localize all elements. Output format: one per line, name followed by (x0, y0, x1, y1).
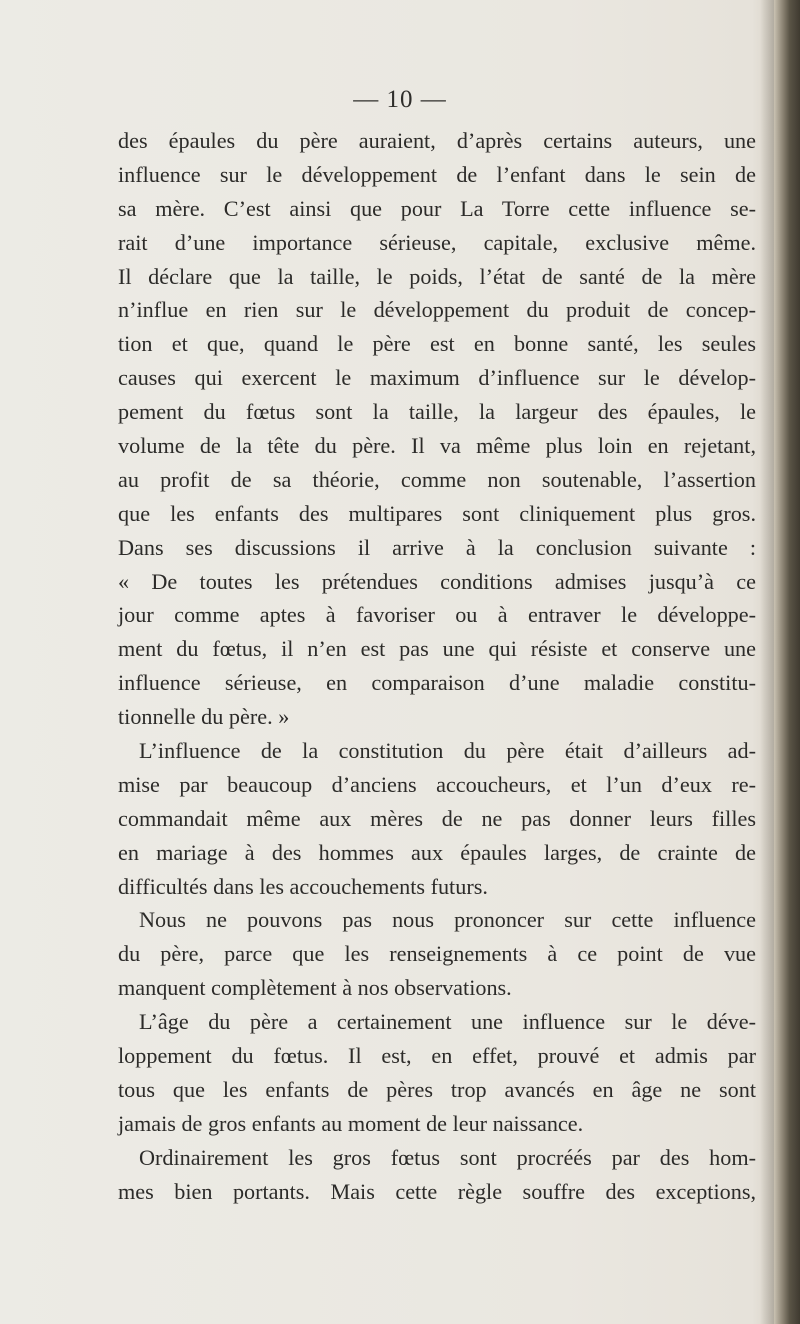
text-line: en mariage à des hommes aux épaules larges, de crainte de (118, 839, 756, 865)
text-line: L’âge du père a certainement une influence sur le déve- (139, 1009, 756, 1035)
text-line: Nous ne pouvons pas nous prononcer sur cette influence (139, 907, 756, 933)
text-line: mes bien portants. Mais cette règle souffre des exceptions, (118, 1178, 756, 1204)
page-binding-edge (774, 0, 800, 1324)
text-line: Ordinairement les gros fœtus sont procréés par des hom- (139, 1144, 756, 1170)
text-line: n’influe en rien sur le développement du produit de concep- (118, 297, 756, 323)
text-line: tionnelle du père. » (118, 704, 290, 730)
text-line: ment du fœtus, il n’en est pas une qui résiste et conserve une (118, 636, 756, 662)
text-line: causes qui exercent le maximum d’influence sur le dévelop- (118, 365, 756, 391)
text-line: influence sérieuse, en comparaison d’une maladie constitu- (118, 670, 756, 696)
text-line: mise par beaucoup d’anciens accoucheurs, et l’un d’eux re- (118, 771, 756, 797)
text-line: sa mère. C’est ainsi que pour La Torre cette influence se- (118, 195, 756, 221)
page-number: — 10 — (353, 86, 447, 113)
text-line: du père, parce que les renseignements à ce point de vue (118, 941, 756, 967)
text-line: influence sur le développement de l’enfant dans le sein de (118, 161, 756, 187)
body-text (118, 124, 756, 1209)
text-line: Il déclare que la taille, le poids, l’état de santé de la mère (118, 263, 756, 289)
page-gutter-shadow (760, 0, 774, 1324)
text-line: rait d’une importance sérieuse, capitale, exclusive même. (118, 229, 756, 255)
text-line: tous que les enfants de pères trop avancés en âge ne sont (118, 1076, 756, 1102)
text-line: manquent complètement à nos observations. (118, 975, 512, 1001)
text-line: jour comme aptes à favoriser ou à entraver le développe- (118, 602, 756, 628)
text-line: L’influence de la constitution du père était d’ailleurs ad- (139, 738, 756, 764)
text-line: pement du fœtus sont la taille, la largeur des épaules, le (118, 399, 756, 425)
text-line: tion et que, quand le père est en bonne santé, les seules (118, 331, 756, 357)
text-line: loppement du fœtus. Il est, en effet, prouvé et admis par (118, 1043, 756, 1069)
text-line: au profit de sa théorie, comme non soutenable, l’assertion (118, 466, 756, 492)
text-line: difficultés dans les accouchements futurs. (118, 873, 488, 899)
text-line: commandait même aux mères de ne pas donner leurs filles (118, 805, 756, 831)
text-line: volume de la tête du père. Il va même plus loin en rejetant, (118, 433, 756, 459)
text-line: « De toutes les prétendues conditions admises jusqu’à ce (118, 568, 756, 594)
text-line: Dans ses discussions il arrive à la conclusion suivante : (118, 534, 756, 560)
text-line: jamais de gros enfants au moment de leur naissance. (118, 1110, 584, 1136)
text-line: des épaules du père auraient, d’après certains auteurs, une (118, 128, 756, 153)
text-line: que les enfants des multipares sont cliniquement plus gros. (118, 500, 756, 526)
